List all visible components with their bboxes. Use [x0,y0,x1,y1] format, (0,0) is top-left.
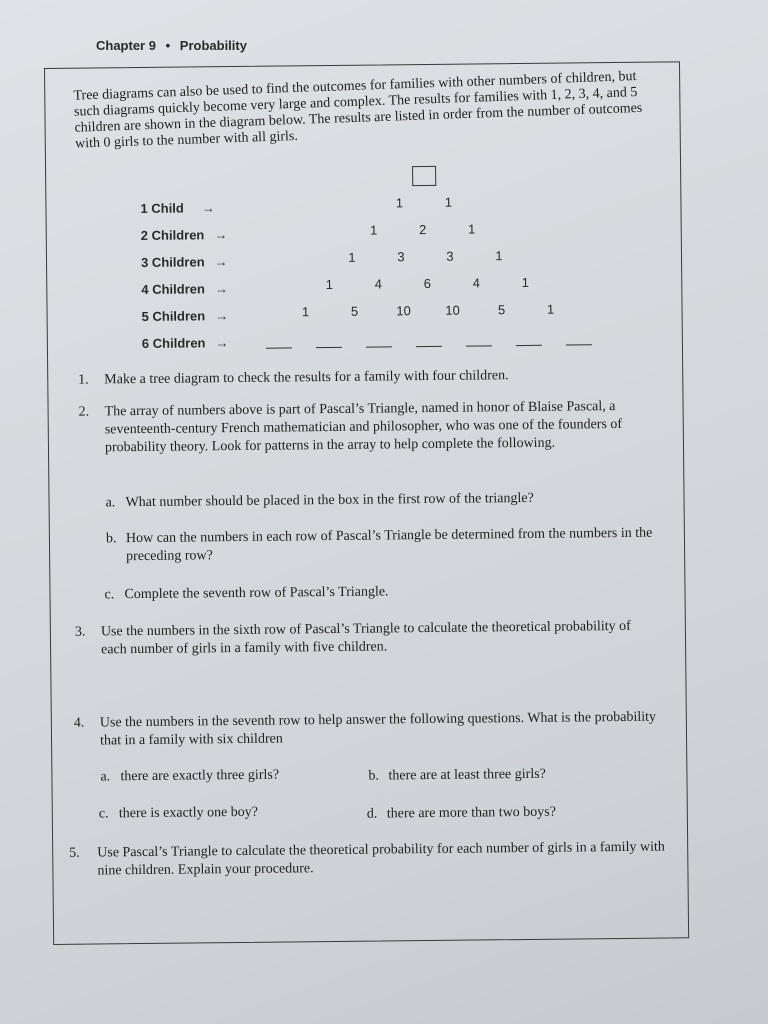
question-4b [368,765,648,784]
question-text: Complete the seventh row of Pascal’s Triangle. [124,584,389,603]
triangle-value: 3 [446,248,454,264]
triangle-value: 1 [546,301,555,317]
question-number: 2. [78,404,90,420]
question-4d [366,803,647,822]
answer-blank[interactable] [466,345,492,346]
content-frame [44,61,689,945]
question-text: there are at least three girls? [388,766,546,784]
question-text: How can the numbers in each row of Pascal’s Triangle be determined from the numbers in the preceding row? [125,525,653,565]
question-2 [78,397,669,456]
answer-blank[interactable] [416,346,442,347]
triangle-value: 1 [468,221,476,237]
question-letter: b. [368,768,380,784]
question-3 [74,618,665,658]
row-label-1-child: 1 Child → [140,200,215,216]
triangle-value: 1 [395,195,404,211]
question-2c [104,581,664,603]
answer-blank[interactable] [566,344,592,345]
question-5 [69,838,669,879]
question-text: The array of numbers above is part of Pascal’s Triangle, named in honor of Blaise Pascal, a seventeenth-century French mathematician and philosopher, who was one of the founders of probability theory. Look for patterns in the array to help complete the following. [104,399,623,456]
triangle-value: 5 [350,303,359,319]
row-label-6-children: 6 Children → [141,335,229,351]
question-number: 5. [69,845,80,861]
triangle-value: 10 [445,302,460,318]
question-1 [78,366,658,388]
first-row-box[interactable] [412,166,436,186]
question-4 [73,709,664,749]
triangle-value: 3 [397,249,405,265]
question-text: Make a tree diagram to check the results for a family with four children. [104,368,509,388]
question-number: 4. [73,715,85,731]
question-text: there are more than two boys? [386,804,557,822]
chapter-title: Probability [179,38,247,53]
question-2a [105,489,665,511]
triangle-value: 4 [374,276,382,292]
header-separator: • [165,38,171,53]
triangle-value: 1 [444,194,453,210]
triangle-value: 1 [348,249,356,265]
question-letter: d. [366,806,378,822]
intro-paragraph: Tree diagrams can also be used to find the outcomes for families with other numbers of children, but such diagrams quickly become very large and complex. The results for families with 1, 2, 3, 4, and 5 children are shown in the diagram below. The results are listed in order from the number of outcomes with 0 girls to the number with all girls. [73,69,643,152]
question-number: 1. [78,372,89,388]
question-letter: a. [105,495,116,511]
triangle-value: 1 [370,222,378,238]
question-letter: b. [105,531,117,547]
triangle-value: 6 [423,275,431,292]
row-label-4-children: 4 Children → [141,281,228,297]
question-text: there is exactly one boy? [118,804,259,822]
question-text: there are exactly three girls? [120,767,280,785]
row-label-5-children: 5 Children → [141,308,229,324]
question-letter: c. [104,587,115,603]
question-4a [100,766,370,785]
question-letter: a. [100,769,111,785]
question-text: Use the numbers in the seventh row to help answer the following questions. What is the probability that in a family with six children [99,709,657,749]
question-number: 3. [74,624,86,640]
question-2b [105,525,666,565]
question-4c [98,803,369,822]
triangle-value: 2 [419,222,427,238]
row-label-2-children: 2 Children → [140,227,228,243]
triangle-value: 10 [396,303,411,319]
chapter-number: Chapter 9 [96,38,156,53]
triangle-value: 4 [472,275,480,291]
row-label-3-children: 3 Children → [140,254,228,270]
triangle-value: 1 [325,276,333,293]
question-text: Use the numbers in the sixth row of Pascal’s Triangle to calculate the theoretical probability of each number of girls in a family with five children. [100,618,631,658]
question-letter: c. [98,806,109,822]
answer-blank[interactable] [316,347,342,348]
triangle-value: 5 [497,302,506,318]
triangle-value: 1 [301,304,310,320]
question-text: Use Pascal’s Triangle to calculate the theoretical probability for each number of girls in a family with nine children. Explain your procedure. [97,839,665,879]
answer-blank[interactable] [266,347,292,348]
chapter-header [96,38,247,53]
question-text: What number should be placed in the box in the first row of the triangle? [125,490,534,511]
answer-blank[interactable] [516,345,542,346]
answer-blank[interactable] [366,346,392,347]
triangle-value: 1 [495,248,503,264]
triangle-value: 1 [521,274,529,291]
